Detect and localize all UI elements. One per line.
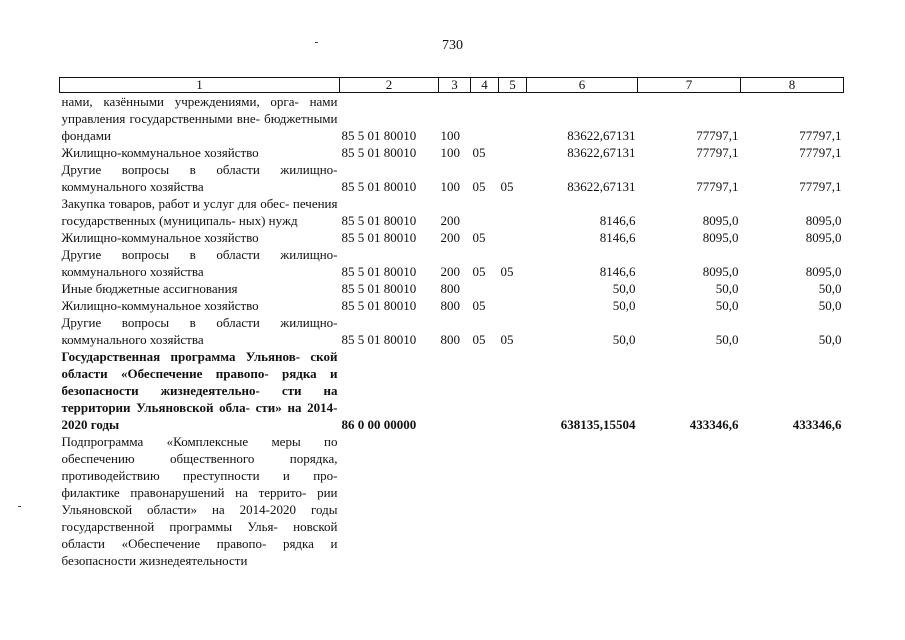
cell-code: 85 5 01 80010 (341, 264, 417, 279)
cell-c6: 50,0 (612, 332, 636, 347)
scan-speck (315, 42, 318, 43)
table-row (60, 144, 844, 161)
table-row (60, 195, 844, 229)
table-header (60, 78, 844, 93)
cell-c8: 77797,1 (799, 179, 842, 194)
cell-c7: 77797,1 (696, 179, 739, 194)
row-description (60, 433, 340, 569)
cell-c5 (499, 144, 527, 161)
cell-c6: 8146,6 (599, 230, 636, 245)
cell-c5: 05 (500, 332, 514, 347)
cell-c7: 77797,1 (696, 128, 739, 143)
cell-c4 (471, 280, 499, 297)
description-line: коммунального хозяйства (61, 264, 204, 279)
cell-c6: 83622,67131 (567, 128, 636, 143)
cell-c7: 8095,0 (702, 230, 739, 245)
cell-code: 86 0 00 00000 (341, 417, 417, 432)
cell-code: 85 5 01 80010 (341, 145, 417, 160)
table-row (60, 161, 844, 195)
cell-c7: 50,0 (715, 298, 739, 313)
description-line: коммунального хозяйства (61, 179, 204, 194)
description-line: Другие вопросы в области жилищно- (61, 315, 338, 330)
cell-c7: 8095,0 (702, 264, 739, 279)
description-line: Жилищно-коммунальное хозяйство (61, 145, 259, 160)
row-description (60, 144, 340, 161)
cell-c3: 800 (440, 298, 460, 313)
description-line: Государственная программа Ульянов- (61, 349, 301, 364)
description-line: Другие вопросы в области жилищно- (61, 247, 338, 262)
column-header-1: 1 (60, 78, 340, 93)
description-line: бюджетными фондами (61, 111, 338, 143)
description-line: печения государственных (муниципаль- (61, 196, 338, 228)
cell-c7: 77797,1 (696, 145, 739, 160)
cell-c8: 8095,0 (805, 230, 842, 245)
description-line: филактике правонарушений на террито- (61, 485, 307, 500)
table-row (60, 93, 844, 145)
description-line: нами управления государственными вне- (61, 94, 338, 126)
description-line: рядка и безопасности жизнедеятельно- (61, 366, 338, 398)
table-row (60, 314, 844, 348)
row-description (60, 195, 340, 229)
cell-c4 (471, 195, 499, 229)
cell-c4: 05 (472, 179, 486, 194)
cell-code: 85 5 01 80010 (341, 298, 417, 313)
description-line: нами, казёнными учреждениями, орга- (61, 94, 299, 109)
column-header-2: 2 (340, 78, 439, 93)
column-header-8: 8 (741, 78, 844, 93)
cell-c3: 100 (440, 145, 460, 160)
cell-c5 (499, 195, 527, 229)
cell-c3: 800 (440, 332, 460, 347)
cell-c5: 05 (500, 264, 514, 279)
cell-c6: 50,0 (612, 281, 636, 296)
description-line: Подпрограмма «Комплексные меры по (61, 434, 338, 449)
cell-c6: 638135,15504 (560, 417, 636, 432)
cell-c4: 05 (472, 145, 486, 160)
description-line: противодействию преступности и про- (61, 468, 338, 483)
column-header-4: 4 (471, 78, 499, 93)
table-row (60, 297, 844, 314)
description-line: Жилищно-коммунальное хозяйство (61, 230, 259, 245)
cell-c8: 8095,0 (805, 264, 842, 279)
cell-c7: 433346,6 (689, 417, 739, 432)
cell-c5 (499, 280, 527, 297)
cell-c4: 05 (472, 332, 486, 347)
row-description (60, 348, 340, 433)
row-description (60, 297, 340, 314)
cell-c3: 800 (440, 281, 460, 296)
cell-c8: 50,0 (818, 298, 842, 313)
description-line: рии Ульяновской области» на 2014-2020 (61, 485, 338, 517)
column-header-7: 7 (638, 78, 741, 93)
cell-c3: 100 (440, 128, 460, 143)
cell-c5 (499, 297, 527, 314)
cell-c5 (499, 433, 527, 569)
description-line: обеспечению общественного порядка, (61, 451, 338, 466)
cell-code: 85 5 01 80010 (341, 332, 417, 347)
scan-speck (18, 506, 21, 507)
description-line: Иные бюджетные ассигнования (61, 281, 238, 296)
description-line: сти» на 2014-2020 годы (61, 400, 338, 432)
table-body (60, 93, 844, 570)
cell-c8 (741, 433, 844, 569)
cell-c5 (499, 348, 527, 433)
cell-c5 (499, 229, 527, 246)
table-row (60, 280, 844, 297)
cell-c3: 200 (440, 264, 460, 279)
table-row (60, 433, 844, 569)
row-description (60, 246, 340, 280)
cell-c7 (638, 433, 741, 569)
row-description (60, 229, 340, 246)
description-line: Закупка товаров, работ и услуг для обес- (61, 196, 290, 211)
table-row (60, 348, 844, 433)
row-description (60, 93, 340, 145)
cell-c8: 50,0 (818, 281, 842, 296)
column-header-6: 6 (527, 78, 638, 93)
budget-table (59, 77, 844, 569)
cell-code: 85 5 01 80010 (341, 128, 417, 143)
description-line: ных) нужд (238, 213, 298, 228)
cell-c4: 05 (472, 230, 486, 245)
page-number: 730 (442, 38, 463, 53)
cell-c5: 05 (500, 179, 514, 194)
cell-c7: 50,0 (715, 332, 739, 347)
row-description (60, 161, 340, 195)
description-line: сти на территории Ульяновской обла- (61, 383, 338, 415)
cell-c4: 05 (472, 264, 486, 279)
cell-code: 85 5 01 80010 (341, 179, 417, 194)
cell-c6: 83622,67131 (567, 179, 636, 194)
cell-code: 85 5 01 80010 (341, 213, 417, 228)
cell-c4: 05 (472, 298, 486, 313)
description-line: годы государственной программы Улья- (61, 502, 338, 534)
cell-c4 (471, 93, 499, 145)
column-header-3: 3 (439, 78, 471, 93)
cell-c8: 77797,1 (799, 128, 842, 143)
description-line: Другие вопросы в области жилищно- (61, 162, 338, 177)
cell-c6: 8146,6 (599, 264, 636, 279)
cell-c8: 433346,6 (792, 417, 842, 432)
cell-c8: 77797,1 (799, 145, 842, 160)
description-line: коммунального хозяйства (61, 332, 204, 347)
cell-code: 85 5 01 80010 (341, 230, 417, 245)
cell-c3 (439, 433, 471, 569)
cell-c3: 200 (440, 213, 460, 228)
cell-c6: 8146,6 (599, 213, 636, 228)
cell-code: 85 5 01 80010 (341, 281, 417, 296)
cell-c7: 50,0 (715, 281, 739, 296)
table-row (60, 229, 844, 246)
cell-c3 (439, 348, 471, 433)
table-row (60, 246, 844, 280)
cell-code (340, 433, 439, 569)
description-line: рядка и безопасности жизнедеятельности (61, 536, 338, 568)
cell-c5 (499, 93, 527, 145)
description-line: новской области «Обеспечение правопо- (61, 519, 338, 551)
description-line: Жилищно-коммунальное хозяйство (61, 298, 259, 313)
cell-c6 (527, 433, 638, 569)
cell-c6: 83622,67131 (567, 145, 636, 160)
row-description (60, 314, 340, 348)
description-line: ской области «Обеспечение правопо- (61, 349, 338, 381)
cell-c8: 50,0 (818, 332, 842, 347)
cell-c3: 200 (440, 230, 460, 245)
cell-c6: 50,0 (612, 298, 636, 313)
cell-c8: 8095,0 (805, 213, 842, 228)
cell-c4 (471, 348, 499, 433)
cell-c7: 8095,0 (702, 213, 739, 228)
row-description (60, 280, 340, 297)
cell-c3: 100 (440, 179, 460, 194)
cell-c4 (471, 433, 499, 569)
column-header-5: 5 (499, 78, 527, 93)
